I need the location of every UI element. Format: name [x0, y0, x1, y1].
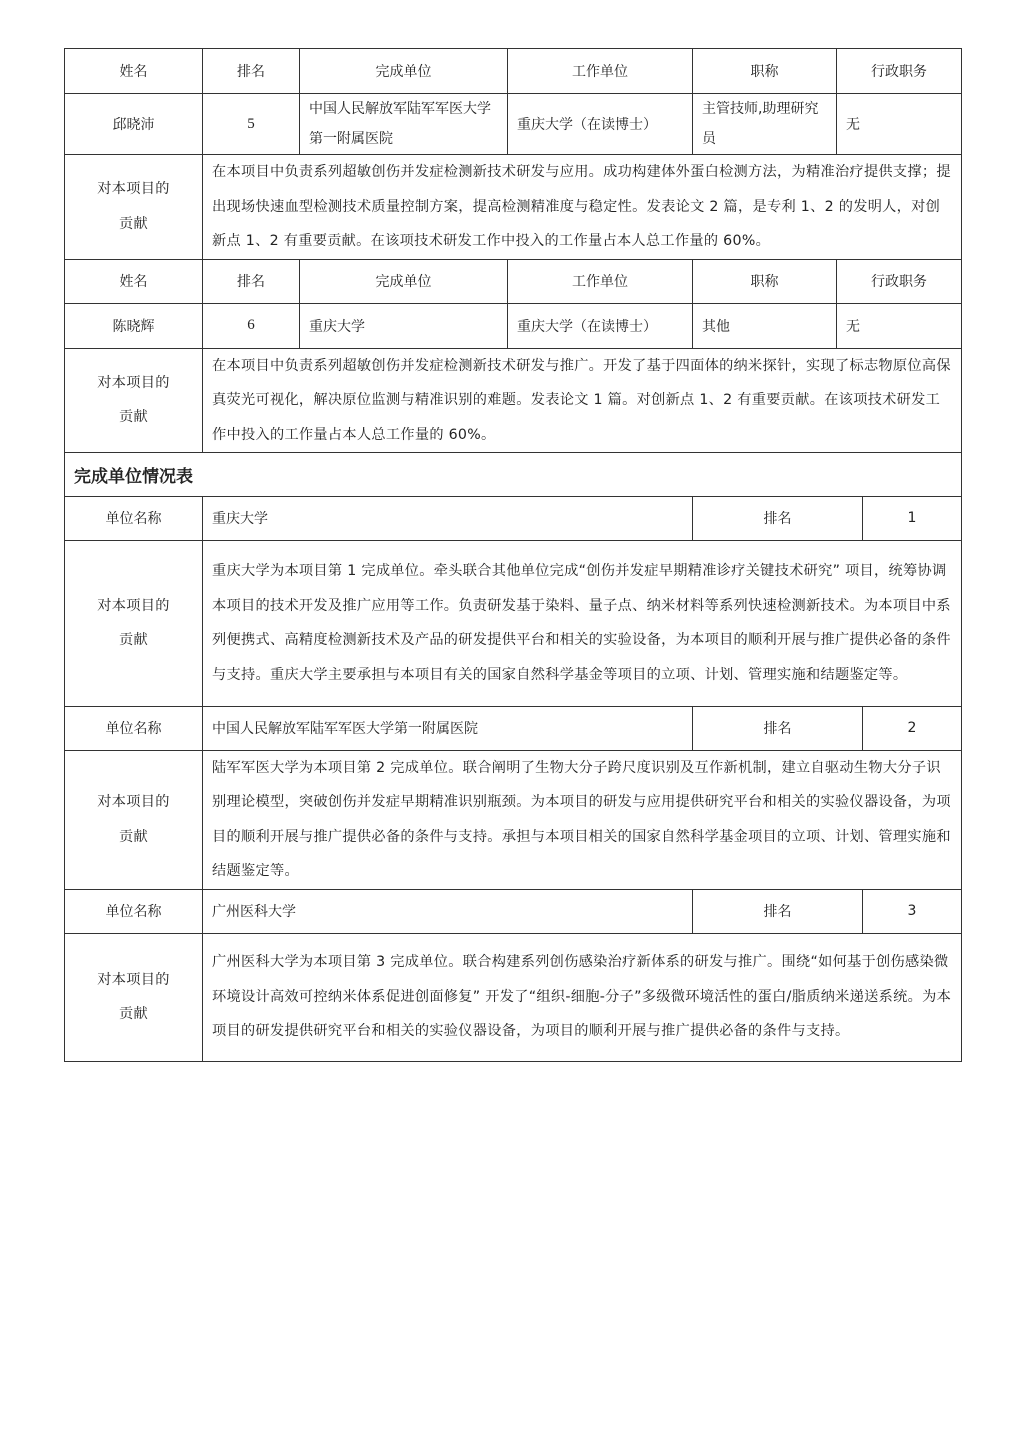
- person-row: [65, 94, 962, 155]
- contribution-label-line1: 对本项目的: [97, 374, 170, 391]
- unit-rank: 2: [863, 706, 962, 750]
- person-admin-post: 无: [837, 303, 962, 348]
- unit-row: [65, 706, 962, 750]
- person-row: [65, 303, 962, 348]
- person-completion-unit: 中国人民解放军陆军军医大学第一附属医院: [300, 94, 508, 155]
- unit-rank-label: 排名: [693, 496, 863, 540]
- unit-contribution-text: 陆军军医大学为本项目第 2 完成单位。联合阐明了生物大分子跨尺度识别及互作新机制，建立自驱动生物大分子识别理论模型，突破创伤并发症早期精准识别瓶颈。为本项目的研发与应用提供研究平台和相关的实验仪器设备，为项目的顺利开展与推广提供必备的条件与支持。承担与本项目相关的国家自然科学基金项目的立项、计划、管理实施和结题鉴定等。: [203, 750, 962, 889]
- unit-contribution-text: 重庆大学为本项目第 1 完成单位。牵头联合其他单位完成“创伤并发症早期精准诊疗关键技术研究” 项目，统筹协调本项目的技术开发及推广应用等工作。负责研发基于染料、量子点、纳米材料等系列快速检测新技术。为本项目中系列便携式、高精度检测新技术及产品的研发提供平台和相关的实验设备，为本项目的顺利开展与推广提供必备的条件与支持。重庆大学主要承担与本项目有关的国家自然科学基金等项目的立项、计划、管理实施和结题鉴定等。: [203, 540, 962, 706]
- header-rank: 排名: [203, 259, 300, 303]
- contribution-label-line2: 贡献: [119, 632, 148, 648]
- person-name: 邱晓沛: [65, 94, 203, 155]
- person-contribution-row: [65, 155, 962, 260]
- person-contribution-row: [65, 348, 962, 453]
- contribution-label-line2: 贡献: [119, 215, 148, 232]
- unit-name-label: 单位名称: [65, 706, 203, 750]
- contribution-label: [65, 933, 203, 1061]
- person-work-unit: 重庆大学（在读博士）: [508, 94, 693, 155]
- unit-row: [65, 496, 962, 540]
- section-title: 完成单位情况表: [65, 452, 962, 496]
- header-name: 姓名: [65, 259, 203, 303]
- unit-name-label: 单位名称: [65, 889, 203, 933]
- person-header-row: [65, 259, 962, 303]
- contribution-label-line2: 贡献: [119, 1006, 148, 1022]
- contribution-label: [65, 155, 203, 260]
- document-page: [64, 48, 961, 1062]
- person-rank: 5: [203, 94, 300, 155]
- contribution-label-line1: 对本项目的: [97, 794, 170, 810]
- section-title-row: [65, 452, 962, 496]
- header-work-unit: 工作单位: [508, 259, 693, 303]
- unit-name: 重庆大学: [203, 496, 693, 540]
- person-contribution-text: 在本项目中负责系列超敏创伤并发症检测新技术研发与推广。开发了基于四面体的纳米探针，实现了标志物原位高保真荧光可视化，解决原位监测与精准识别的难题。发表论文 1 篇。对创新点 1、2 有重要贡献。在该项技术研发工作中投入的工作量占本人总工作量的 60%。: [203, 348, 962, 453]
- unit-contribution-row: [65, 933, 962, 1061]
- unit-contribution-row: [65, 540, 962, 706]
- contribution-label-line1: 对本项目的: [97, 971, 170, 988]
- unit-contribution-text: 广州医科大学为本项目第 3 完成单位。联合构建系列创伤感染治疗新体系的研发与推广。围绕“如何基于创伤感染微环境设计高效可控纳米体系促进创面修复” 开发了“组织-细胞-分子”多级微环境活性的蛋白/脂质纳米递送系统。为本项目的研发提供研究平台和相关的实验仪器设备，为项目的顺利开展与推广提供必备的条件与支持。: [203, 933, 962, 1061]
- header-work-unit: 工作单位: [508, 49, 693, 94]
- header-completion-unit: 完成单位: [300, 259, 508, 303]
- contribution-label: [65, 348, 203, 453]
- contribution-label-line1: 对本项目的: [97, 597, 170, 614]
- contribution-label: [65, 750, 203, 889]
- person-header-row: [65, 49, 962, 94]
- unit-contribution-row: [65, 750, 962, 889]
- person-admin-post: 无: [837, 94, 962, 155]
- header-name: 姓名: [65, 49, 203, 94]
- person-contribution-text: 在本项目中负责系列超敏创伤并发症检测新技术研发与应用。成功构建体外蛋白检测方法，为精准治疗提供支撑；提出现场快速血型检测技术质量控制方案，提高检测精准度与稳定性。发表论文 2 篇，是专利 1、2 的发明人，对创新点 1、2 有重要贡献。在该项技术研发工作中投入的工作量占本人总工作量的 60%。: [203, 155, 962, 260]
- header-admin-post: 行政职务: [837, 49, 962, 94]
- contribution-label-line2: 贡献: [119, 828, 148, 845]
- header-completion-unit: 完成单位: [300, 49, 508, 94]
- contribution-label: [65, 540, 203, 706]
- person-title: 主管技师,助理研究员: [693, 94, 837, 155]
- unit-name-label: 单位名称: [65, 496, 203, 540]
- unit-rank-label: 排名: [693, 889, 863, 933]
- contribution-label-line2: 贡献: [119, 409, 148, 426]
- header-title: 职称: [693, 259, 837, 303]
- unit-rank: 3: [863, 889, 962, 933]
- person-name: 陈晓辉: [65, 303, 203, 348]
- person-completion-unit: 重庆大学: [300, 303, 508, 348]
- unit-rank: 1: [863, 496, 962, 540]
- header-rank: 排名: [203, 49, 300, 94]
- unit-row: [65, 889, 962, 933]
- header-admin-post: 行政职务: [837, 259, 962, 303]
- project-contributors-table: [64, 48, 962, 453]
- person-rank: 6: [203, 303, 300, 348]
- unit-rank-label: 排名: [693, 706, 863, 750]
- contribution-label-line1: 对本项目的: [97, 181, 170, 198]
- person-title: 其他: [693, 303, 837, 348]
- unit-name: 广州医科大学: [203, 889, 693, 933]
- person-work-unit: 重庆大学（在读博士）: [508, 303, 693, 348]
- unit-name: 中国人民解放军陆军军医大学第一附属医院: [203, 706, 693, 750]
- header-title: 职称: [693, 49, 837, 94]
- completion-units-table: [64, 452, 962, 1062]
